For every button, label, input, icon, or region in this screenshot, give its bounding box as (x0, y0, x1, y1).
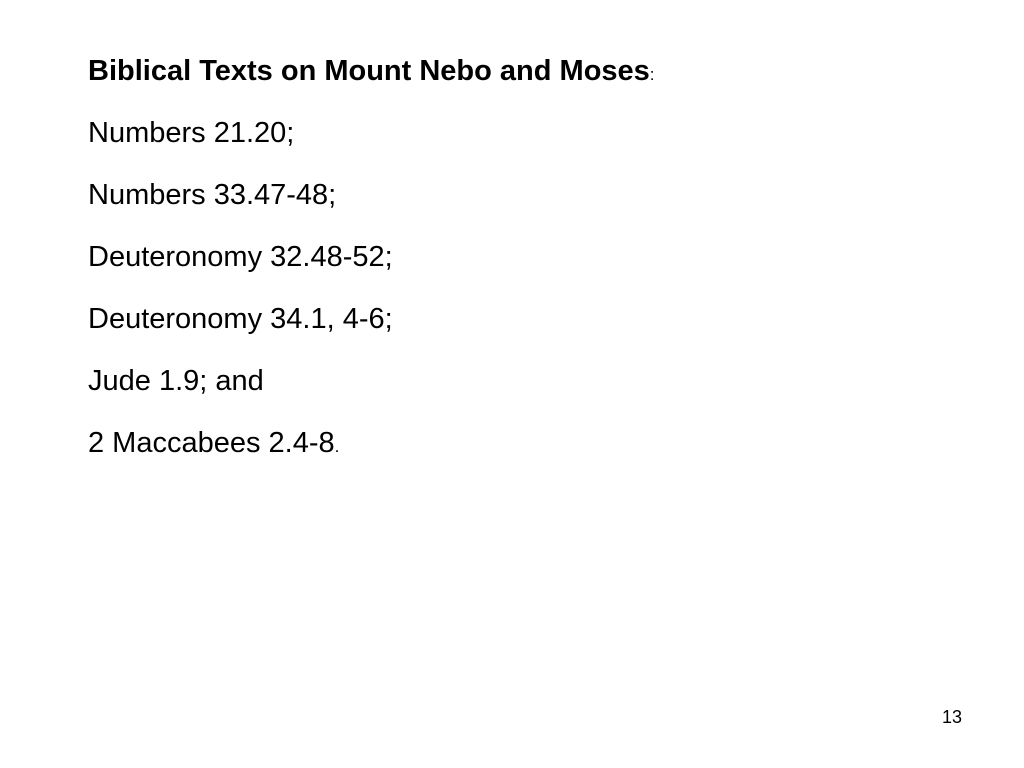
slide-content (88, 49, 968, 483)
page-number: 13 (941, 707, 962, 727)
reference-item (88, 111, 968, 173)
slide-title (88, 49, 968, 111)
reference-list (88, 111, 968, 483)
title-colon: : (649, 65, 655, 84)
reference-text: Deuteronomy 32.48-52; (88, 241, 393, 273)
reference-item (88, 297, 968, 359)
reference-text: 2 Maccabees 2.4-8 (88, 427, 335, 459)
reference-text: Numbers 21.20; (88, 117, 295, 149)
reference-item (88, 235, 968, 297)
reference-item (88, 421, 968, 483)
reference-text: Jude 1.9; and (88, 365, 264, 397)
reference-item (88, 173, 968, 235)
reference-text: Deuteronomy 34.1, 4-6; (88, 303, 393, 335)
reference-suffix: . (334, 437, 340, 456)
reference-text: Numbers 33.47-48; (88, 179, 337, 211)
reference-item (88, 359, 968, 421)
title-text: Biblical Texts on Mount Nebo and Moses (88, 55, 650, 87)
